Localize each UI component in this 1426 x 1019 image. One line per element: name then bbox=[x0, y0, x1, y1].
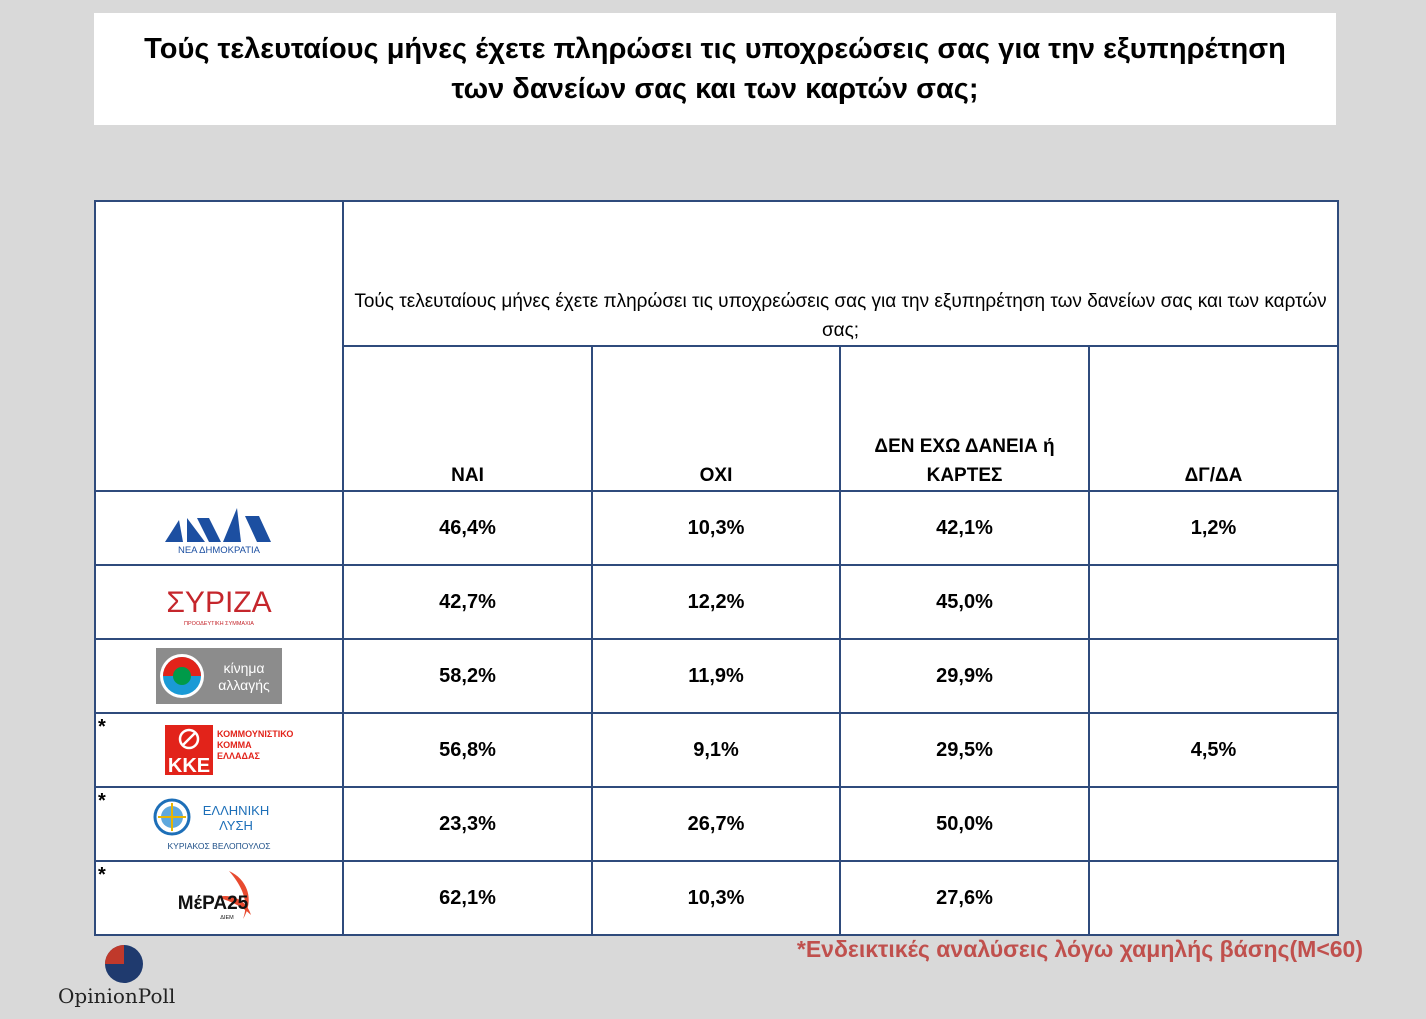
syriza-logo-text: ΣΥΡΙΖΑ bbox=[166, 586, 272, 619]
syriza-logo-subtext: ΠΡΟΟΔΕΥΤΙΚΗ ΣΥΜΜΑΧΙΑ bbox=[184, 621, 254, 627]
party-cell-nd bbox=[95, 491, 343, 565]
low-base-star: * bbox=[98, 790, 106, 812]
question-header: Τούς τελευταίους μήνες έχετε πληρώσει τις υποχρεώσεις σας για την εξυπηρέτηση των δανείων σας και των καρτών σας; bbox=[343, 201, 1338, 346]
cell-mera25-no-loans: 27,6% bbox=[840, 861, 1089, 935]
table-row-mera25 bbox=[95, 861, 1338, 935]
cell-elliniki-lysi-no: 26,7% bbox=[592, 787, 840, 861]
column-header-yes: ΝΑΙ bbox=[343, 346, 592, 491]
header-row-question bbox=[95, 201, 1338, 346]
table-row-syriza bbox=[95, 565, 1338, 639]
opinionpoll-brand bbox=[58, 940, 198, 1015]
cell-elliniki-lysi-dk bbox=[1089, 787, 1338, 861]
cell-nd-no-loans: 42,1% bbox=[840, 491, 1089, 565]
table-row-elliniki-lysi bbox=[95, 787, 1338, 861]
mera25-logo-subtext: ΔΙΕΜ bbox=[220, 915, 234, 921]
brand-name: OpinionPoll bbox=[58, 984, 176, 1008]
cell-syriza-no: 12,2% bbox=[592, 565, 840, 639]
cell-syriza-no-loans: 45,0% bbox=[840, 565, 1089, 639]
nd-logo-text: ΝΕΑ ΔΗΜΟΚΡΑΤΙΑ bbox=[177, 545, 261, 556]
footnote: *Ενδεικτικές αναλύσεις λόγω χαμηλής βάσης(Μ<60) bbox=[796, 936, 1363, 962]
syriza-logo bbox=[166, 574, 272, 630]
kke-logo-letters: ΚΚΕ bbox=[167, 755, 211, 777]
title-box bbox=[94, 13, 1336, 125]
cell-syriza-dk bbox=[1089, 565, 1338, 639]
poll-table bbox=[94, 200, 1339, 936]
cell-kinal-dk bbox=[1089, 639, 1338, 713]
column-header-no-loans bbox=[840, 346, 1089, 491]
elliniki-lysi-logo-line3: ΚΥΡΙΑΚΟΣ ΒΕΛΟΠΟΥΛΟΣ bbox=[167, 841, 271, 851]
party-cell-kinal bbox=[95, 639, 343, 713]
opinionpoll-logo-icon bbox=[98, 940, 148, 984]
party-cell-elliniki-lysi bbox=[95, 787, 343, 861]
cell-kke-no: 9,1% bbox=[592, 713, 840, 787]
kinal-logo bbox=[156, 648, 282, 704]
cell-nd-dk: 1,2% bbox=[1089, 491, 1338, 565]
table-row-nd bbox=[95, 491, 1338, 565]
kke-logo-line1: ΚΟΜΜΟΥΝΙΣΤΙΚΟ bbox=[217, 729, 294, 739]
column-header-no-loans-text: ΔΕΝ ΕΧΩ ΔΑΝΕΙΑ ή ΚΑΡΤΕΣ bbox=[874, 436, 1055, 486]
column-header-no: ΟΧΙ bbox=[592, 346, 840, 491]
nd-logo bbox=[161, 500, 277, 556]
cell-mera25-no: 10,3% bbox=[592, 861, 840, 935]
table-row-kke bbox=[95, 713, 1338, 787]
kke-logo-line2: ΚΟΜΜΑ bbox=[217, 740, 252, 750]
cell-kke-no-loans: 29,5% bbox=[840, 713, 1089, 787]
page-title: Τούς τελευταίους μήνες έχετε πληρώσει τις υποχρεώσεις σας για την εξυπηρέτηση των δανείων σας και των καρτών σας; bbox=[144, 33, 1286, 105]
low-base-star: * bbox=[98, 864, 106, 886]
party-cell-mera25 bbox=[95, 861, 343, 935]
party-cell-syriza bbox=[95, 565, 343, 639]
corner-cell bbox=[95, 201, 343, 491]
cell-nd-no: 10,3% bbox=[592, 491, 840, 565]
cell-elliniki-lysi-no-loans: 50,0% bbox=[840, 787, 1089, 861]
cell-kke-yes: 56,8% bbox=[343, 713, 592, 787]
kke-logo bbox=[163, 721, 294, 779]
cell-kinal-no: 11,9% bbox=[592, 639, 840, 713]
elliniki-lysi-logo bbox=[146, 795, 292, 853]
kinal-logo-line1: κίνημα bbox=[223, 660, 265, 676]
mera25-logo bbox=[177, 867, 261, 929]
elliniki-lysi-logo-line2: ΛΥΣΗ bbox=[219, 818, 253, 833]
low-base-star: * bbox=[98, 716, 106, 738]
kke-logo-line3: ΕΛΛΑΔΑΣ bbox=[217, 751, 260, 761]
cell-mera25-yes: 62,1% bbox=[343, 861, 592, 935]
table-row-kinal bbox=[95, 639, 1338, 713]
elliniki-lysi-logo-line1: ΕΛΛΗΝΙΚΗ bbox=[202, 803, 270, 818]
mera25-logo-text: ΜέΡΑ25 bbox=[177, 893, 249, 914]
cell-elliniki-lysi-yes: 23,3% bbox=[343, 787, 592, 861]
party-cell-kke bbox=[95, 713, 343, 787]
kinal-logo-line2: αλλαγής bbox=[218, 677, 270, 693]
cell-syriza-yes: 42,7% bbox=[343, 565, 592, 639]
cell-kinal-no-loans: 29,9% bbox=[840, 639, 1089, 713]
cell-kke-dk: 4,5% bbox=[1089, 713, 1338, 787]
column-header-dk: ΔΓ/ΔΑ bbox=[1089, 346, 1338, 491]
cell-nd-yes: 46,4% bbox=[343, 491, 592, 565]
cell-mera25-dk bbox=[1089, 861, 1338, 935]
cell-kinal-yes: 58,2% bbox=[343, 639, 592, 713]
